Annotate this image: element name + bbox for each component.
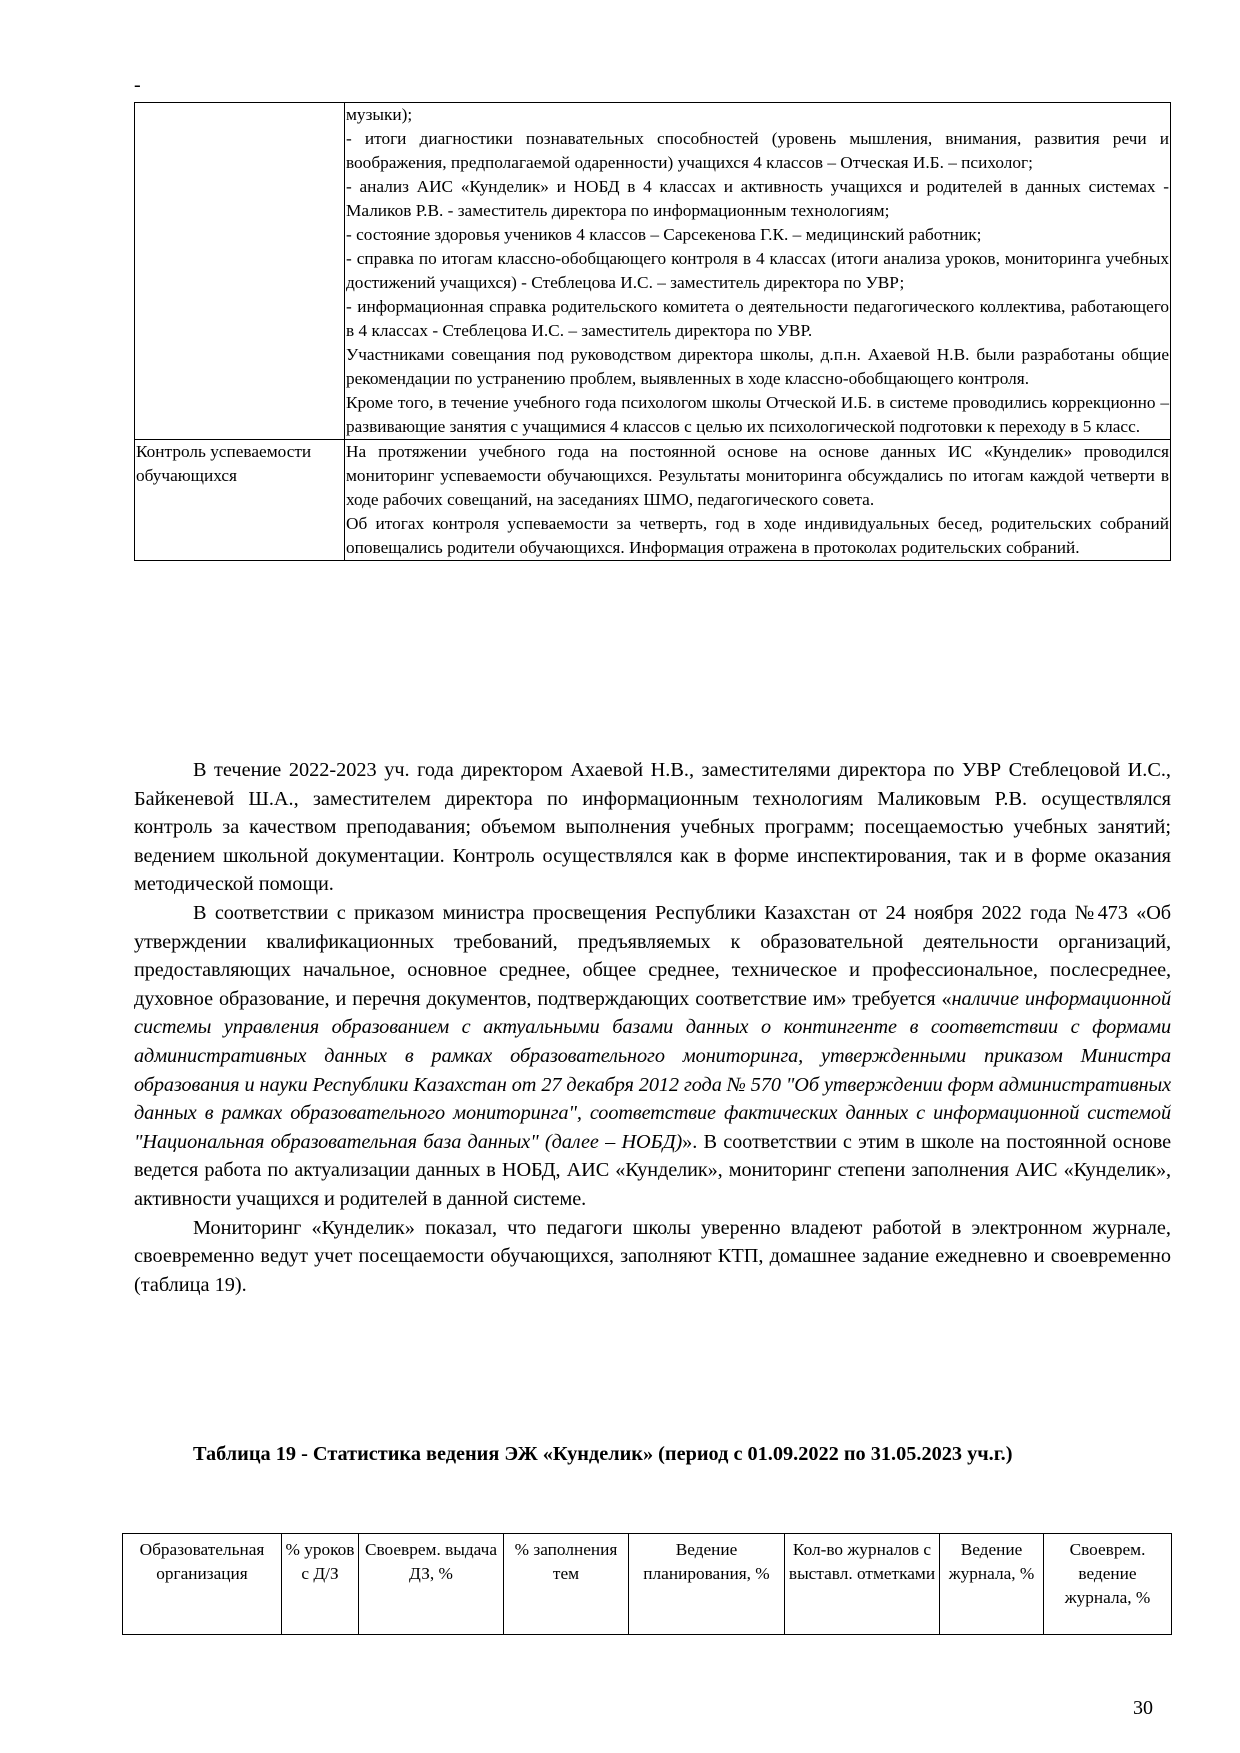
- header-lessons-with-homework: % уроков с Д/З: [282, 1534, 359, 1635]
- order-quote: наличие информационной системы управления образованием с актуальными базами данных о контингенте в соответствии с формами административных данных в рамках образовательного мониторинга, утвержденными приказом Министра образования и науки Республики Казахстан от 27 декабря 2012 года № 570 "Об утверждении форм административных данных в рамках образовательного мониторинга", соответствие фактических данных с информационной системой "Национальная образовательная база данных" (далее – НОБД): [134, 987, 1172, 1153]
- page-number: 30: [1133, 1697, 1153, 1719]
- table-row: [135, 440, 1171, 561]
- table-row: [135, 103, 1171, 440]
- paragraph: На протяжении учебного года на постоянной основе на основе данных ИС «Кунделик» проводился мониторинг успеваемости обучающихся. Результаты мониторинга обсуждались по итогам каждой четверти в ходе рабочих совещаний, на заседаниях ШМО, педагогического совета.: [346, 442, 1169, 509]
- header-organization: Образовательная организация: [123, 1534, 282, 1635]
- body-text: [134, 756, 1171, 1299]
- header-topics-filled: % заполнения тем: [504, 1534, 629, 1635]
- row-content: [345, 440, 1171, 561]
- list-item: Участниками совещания под руководством директора школы, д.п.н. Ахаевой Н.В. были разработаны общие рекомендации по устранению проблем, выявленных в ходе классно-обобщающего контроля.: [346, 345, 1169, 388]
- list-item: - анализ АИС «Кунделик» и НОБД в 4 классах и активность учащихся и родителей в данных системах - Маликов Р.В. - заместитель директора по информационным технологиям;: [346, 177, 1169, 220]
- paragraph-control: В течение 2022-2023 уч. года директором Ахаевой Н.В., заместителями директора по УВР Стеблецовой И.С., Байкеневой Ш.А., заместителем директора по информационным технологиям Маликовым Р.В. осуществлялся контроль за качеством преподавания; объемом выполнения учебных программ; посещаемостью учебных занятий; ведением школьной документации. Контроль осуществлялся как в форме инспектирования, так и в форме оказания методической помощи.: [134, 759, 1171, 896]
- list-item: музыки);: [346, 105, 413, 124]
- control-table: [134, 102, 1171, 561]
- list-item: Кроме того, в течение учебного года психологом школы Отческой И.Б. в системе проводились коррекционно – развивающие занятия с учащимися 4 классов с целью их психологической подготовки к переходу в 5 класс.: [346, 393, 1169, 436]
- ej-statistics-table: [122, 1533, 1172, 1635]
- paragraph: Об итогах контроля успеваемости за четверть, год в ходе индивидуальных бесед, родительских собраний оповещались родители обучающихся. Информация отражена в протоколах родительских собраний.: [346, 514, 1169, 557]
- order-text: В соответствии с приказом министра просвещения Республики Казахстан от 24 ноября 2022 года №473 «Об утверждении квалификационных требований, предъявляемых к образовательной деятельности организаций, предоставляющих начальное, основное среднее, общее среднее, техническое и профессиональное, послесреднее, духовное образование, и перечня документов, подтверждающих соответствие им» требуется «: [134, 901, 1171, 1010]
- header-timely-homework: Своеврем. выдача ДЗ, %: [359, 1534, 504, 1635]
- row-label-progress-control: Контроль успеваемости обучающихся: [135, 440, 345, 561]
- list-item: - итоги диагностики познавательных способностей (уровень мышления, внимания, развития речи и воображения, предполагаемой одаренности) учащихся 4 классов – Отческая И.Б. – психолог;: [346, 129, 1169, 172]
- list-item: - справка по итогам классно-обобщающего контроля в 4 классах (итоги анализа уроков, мониторинга учебных достижений учащихся) - Стеблецова И.С. – заместитель директора по УВР;: [346, 249, 1169, 292]
- header-timely-journal: Своеврем. ведение журнала, %: [1044, 1534, 1172, 1635]
- row-content: [345, 103, 1171, 440]
- paragraph-order: [134, 899, 1171, 1214]
- order-text-end: ». В соответствии с этим в школе на постоянной основе ведется работа по актуализации данных в НОБД, АИС «Кунделик», мониторинг степени заполнения АИС «Кунделик», активности учащихся и родителей в данной системе.: [134, 1130, 1172, 1210]
- header-journal-keeping: Ведение журнала, %: [940, 1534, 1044, 1635]
- list-item: - состояние здоровья учеников 4 классов – Сарсекенова Г.К. – медицинский работник;: [346, 225, 982, 244]
- paragraph-monitoring: Мониторинг «Кунделик» показал, что педагоги школы уверенно владеют работой в электронном журнале, своевременно ведут учет посещаемости обучающихся, заполняют КТП, домашнее задание ежедневно и своевременно (таблица 19).: [134, 1216, 1171, 1296]
- row-label: [135, 103, 345, 440]
- header-journals-with-marks: Кол-во журналов с выставл. отметками: [785, 1534, 940, 1635]
- header-planning: Ведение планирования, %: [629, 1534, 785, 1635]
- table-header-row: [123, 1534, 1172, 1635]
- table-caption: Таблица 19 - Статистика ведения ЭЖ «Кунделик» (период с 01.09.2022 по 31.05.2023 уч.г.): [193, 1443, 1013, 1465]
- list-item: - информационная справка родительского комитета о деятельности педагогического коллектива, работающего в 4 классах - Стеблецова И.С. – заместитель директора по УВР.: [346, 297, 1169, 340]
- top-dash: -: [134, 74, 141, 96]
